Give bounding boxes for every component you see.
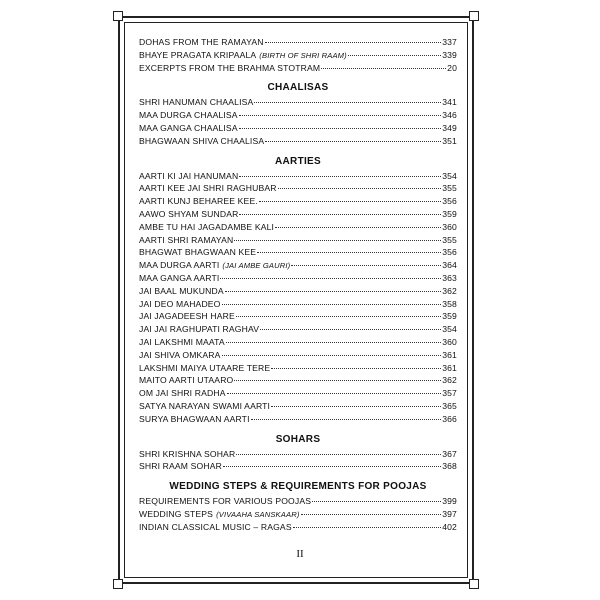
dot-leader xyxy=(236,316,441,317)
entry-page-number: 346 xyxy=(442,110,457,121)
section-heading: CHAALISAS xyxy=(267,82,329,94)
entry-title: AARTI KUNJ BEHAREE KEE. xyxy=(139,196,258,207)
entry-title: SATYA NARAYAN SWAMI AARTI xyxy=(139,400,271,411)
entry-title: AMBE TU HAI JAGADAMBE KALI xyxy=(139,221,275,232)
dot-leader xyxy=(271,406,441,407)
entry-title: JAI BAAL MUKUNDA xyxy=(139,285,224,296)
entry-title: REQUIREMENTS FOR VARIOUS POOJAS xyxy=(139,496,312,507)
entry-page-number: 359 xyxy=(442,311,457,322)
toc-entry xyxy=(139,449,457,462)
entry-page-number: 355 xyxy=(442,183,457,194)
dot-leader xyxy=(293,527,442,528)
toc-entry xyxy=(139,196,457,209)
entry-page-number: 356 xyxy=(442,196,457,207)
toc-entry xyxy=(139,496,457,509)
entry-title: BHAGWAT BHAGWAAN KEE xyxy=(139,247,257,258)
dot-leader xyxy=(301,514,442,515)
entry-page-number: 365 xyxy=(442,400,457,411)
entry-page-number: 360 xyxy=(442,221,457,232)
border-corner-ornament xyxy=(469,579,479,589)
entry-title: AARTI KI JAI HANUMAN xyxy=(139,170,239,181)
entry-title: MAA GANGA CHAALISA xyxy=(139,122,238,133)
entry-title: JAI SHIVA OMKARA xyxy=(139,349,221,360)
entry-title: EXCERPTS FROM THE BRAHMA STOTRAM xyxy=(139,62,321,73)
entry-title: SHRI KRISHNA SOHAR xyxy=(139,448,236,459)
dot-leader xyxy=(265,141,441,142)
dot-leader xyxy=(234,240,441,241)
entry-page-number: 367 xyxy=(442,448,457,459)
entry-title: AAWO SHYAM SUNDAR xyxy=(139,208,239,219)
entry-title: MAA GANGA AARTI xyxy=(139,272,220,283)
toc-entry xyxy=(139,63,457,76)
entry-page-number: 358 xyxy=(442,298,457,309)
toc-entry xyxy=(139,388,457,401)
dot-leader xyxy=(259,201,441,202)
entry-page-number: 357 xyxy=(442,388,457,399)
dot-leader xyxy=(227,393,442,394)
entry-page-number: 397 xyxy=(442,508,457,519)
toc-entry xyxy=(139,509,457,522)
toc-entry xyxy=(139,209,457,222)
section-heading: SOHARS xyxy=(275,433,321,445)
entry-title: BHAYE PRAGATA KRIPAALA xyxy=(139,49,257,60)
toc-entry xyxy=(139,260,457,273)
toc-entry xyxy=(139,183,457,196)
entry-title: SURYA BHAGWAAN AARTI xyxy=(139,413,250,424)
dot-leader xyxy=(275,227,441,228)
border-corner-ornament xyxy=(469,11,479,21)
toc-entry xyxy=(139,363,457,376)
toc-entry xyxy=(139,123,457,136)
dot-leader xyxy=(348,55,441,56)
entry-note: (JAI AMBE GAURI) xyxy=(222,261,291,271)
dot-leader xyxy=(223,466,441,467)
entry-title: BHAGWAAN SHIVA CHAALISA xyxy=(139,135,265,146)
entry-title: MAA DURGA AARTI xyxy=(139,260,220,271)
dot-leader xyxy=(321,68,446,69)
entry-page-number: 368 xyxy=(442,461,457,472)
toc-entry xyxy=(139,171,457,184)
entry-page-number: 341 xyxy=(442,97,457,108)
entry-title: SHRI HANUMAN CHAALISA xyxy=(139,97,254,108)
dot-leader xyxy=(254,102,441,103)
toc-entry xyxy=(139,522,457,535)
dot-leader xyxy=(312,501,441,502)
entry-title: OM JAI SHRI RADHA xyxy=(139,388,226,399)
dot-leader xyxy=(239,128,442,129)
toc-entry xyxy=(139,37,457,50)
toc-entry xyxy=(139,350,457,363)
toc-entry xyxy=(139,97,457,110)
entry-title: JAI JAGADEESH HARE xyxy=(139,311,235,322)
entry-title: JAI JAI RAGHUPATI RAGHAV xyxy=(139,324,260,335)
entry-title: SHRI RAAM SOHAR xyxy=(139,461,222,472)
entry-page-number: 359 xyxy=(442,208,457,219)
dot-leader xyxy=(234,380,441,381)
entry-page-number: 402 xyxy=(442,521,457,532)
dot-leader xyxy=(226,342,441,343)
toc-entry xyxy=(139,324,457,337)
toc-entry xyxy=(139,375,457,388)
border-corner-ornament xyxy=(113,579,123,589)
toc-entry xyxy=(139,337,457,350)
toc-entry xyxy=(139,461,457,474)
dot-leader xyxy=(291,265,441,266)
dot-leader xyxy=(220,278,441,279)
entry-page-number: 351 xyxy=(442,135,457,146)
toc-entry xyxy=(139,222,457,235)
toc-entry xyxy=(139,110,457,123)
dot-leader xyxy=(251,419,442,420)
entry-title: AARTI SHRI RAMAYAN xyxy=(139,234,234,245)
dot-leader xyxy=(271,368,441,369)
entry-page-number: 355 xyxy=(442,234,457,245)
toc-entry xyxy=(139,273,457,286)
toc-entry xyxy=(139,247,457,260)
toc-entry xyxy=(139,414,457,427)
entry-title: LAKSHMI MAIYA UTAARE TERE xyxy=(139,362,271,373)
entry-title: JAI LAKSHMI MAATA xyxy=(139,336,225,347)
entry-note: (BIRTH OF SHRI RAAM) xyxy=(259,50,347,60)
entry-note: (VIVAAHA SANSKAAR) xyxy=(216,509,300,519)
toc-entry xyxy=(139,136,457,149)
entry-title: DOHAS FROM THE RAMAYAN xyxy=(139,37,264,47)
entry-page-number: 20 xyxy=(447,62,457,73)
border-corner-ornament xyxy=(113,11,123,21)
entry-title: AARTI KEE JAI SHRI RAGHUBAR xyxy=(139,183,277,194)
entry-title: MAITO AARTI UTAARO xyxy=(139,375,234,386)
entry-page-number: 349 xyxy=(442,122,457,133)
entry-page-number: 362 xyxy=(442,285,457,296)
dot-leader xyxy=(236,454,441,455)
entry-title: MAA DURGA CHAALISA xyxy=(139,110,238,121)
entry-page-number: 356 xyxy=(442,247,457,258)
entry-page-number: 360 xyxy=(442,336,457,347)
dot-leader xyxy=(265,42,442,43)
toc-entry xyxy=(139,401,457,414)
toc-entry xyxy=(139,299,457,312)
entry-page-number: 337 xyxy=(442,37,457,47)
entry-page-number: 339 xyxy=(442,49,457,60)
toc-entry xyxy=(139,286,457,299)
dot-leader xyxy=(257,252,441,253)
section-heading: WEDDING STEPS & REQUIREMENTS FOR POOJAS xyxy=(169,481,427,493)
dot-leader xyxy=(278,188,442,189)
entry-page-number: 364 xyxy=(442,260,457,271)
dot-leader xyxy=(260,329,441,330)
page-number: II xyxy=(296,548,304,560)
entry-title: WEDDING STEPS xyxy=(139,508,214,519)
entry-title: INDIAN CLASSICAL MUSIC – RAGAS xyxy=(139,521,292,532)
entry-page-number: 366 xyxy=(442,413,457,424)
entry-title: JAI DEO MAHADEO xyxy=(139,298,221,309)
entry-page-number: 361 xyxy=(442,349,457,360)
entry-page-number: 363 xyxy=(442,272,457,283)
toc-entry xyxy=(139,311,457,324)
toc-entry xyxy=(139,50,457,63)
dot-leader xyxy=(239,176,441,177)
dot-leader xyxy=(222,355,442,356)
entry-page-number: 354 xyxy=(442,170,457,181)
toc-entry xyxy=(139,235,457,248)
section-heading: AARTIES xyxy=(275,155,321,167)
dot-leader xyxy=(222,304,442,305)
table-of-contents xyxy=(139,37,457,535)
entry-page-number: 354 xyxy=(442,324,457,335)
dot-leader xyxy=(225,291,442,292)
entry-page-number: 399 xyxy=(442,496,457,507)
dot-leader xyxy=(239,115,442,116)
entry-page-number: 361 xyxy=(442,362,457,373)
entry-page-number: 362 xyxy=(442,375,457,386)
dot-leader xyxy=(239,214,441,215)
